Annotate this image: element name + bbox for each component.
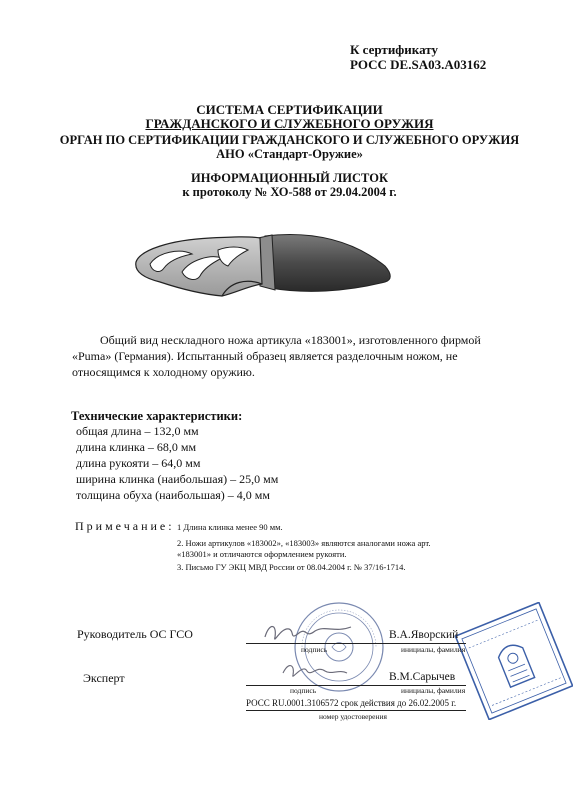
handwritten-signatures: [255, 615, 365, 695]
system-title-line-1: СИСТЕМА СЕРТИФИКАЦИИ: [196, 102, 383, 117]
head-label: Руководитель ОС ГСО: [77, 627, 193, 641]
expert-caption-sign: подпись: [290, 686, 317, 695]
notes-label: Примечание:: [75, 519, 175, 533]
note-3: 3. Письмо ГУ ЭКЦ МВД России от 08.04.2004 г. № 37/16-1714.: [177, 562, 406, 572]
spec-spine-thickness: толщина обуха (наибольшая) – 4,0 мм: [76, 488, 270, 502]
organ-title-line-2: АНО «Стандарт-Оружие»: [216, 147, 363, 161]
knife-blade: [265, 234, 390, 291]
cert-line-1: К сертификату: [350, 42, 438, 57]
system-title-line-2: ГРАЖДАНСКОГО И СЛУЖЕБНОГО ОРУЖИЯ: [145, 116, 434, 131]
head-caption-initials: инициалы, фамилия: [401, 645, 466, 654]
head-name: В.А.Яворский: [389, 629, 459, 641]
certificate-line: [246, 710, 466, 711]
spec-blade-length: длина клинка – 68,0 мм: [76, 440, 197, 454]
spec-blade-width: ширина клинка (наибольшая) – 25,0 мм: [76, 472, 279, 486]
certificate-caption: номер удостоверения: [319, 712, 387, 721]
square-seal-stamp: [455, 602, 573, 720]
certificate-reference: [350, 42, 486, 72]
description-line-1: Общий вид нескладного ножа артикула «183001», изготовленного фирмой: [100, 333, 481, 347]
description-line-3: относящимся к холодному оружию.: [72, 365, 255, 379]
spec-total-length: общая длина – 132,0 мм: [76, 424, 199, 438]
organ-title: [0, 133, 579, 161]
spec-handle-length: длина рукояти – 64,0 мм: [76, 456, 201, 470]
info-sheet-title: [0, 171, 579, 199]
description-line-2: «Puma» (Германия). Испытанный образец является разделочным ножом, не: [72, 349, 458, 363]
note-2a: 2. Ножи артикулов «183002», «183003» являются аналогами ножа арт.: [177, 538, 431, 548]
specs-title: Технические характеристики:: [71, 409, 243, 423]
note-1: 1 Длина клинка менее 90 мм.: [177, 522, 283, 532]
expert-label: Эксперт: [83, 671, 125, 685]
knife-description: [72, 332, 498, 380]
organ-title-line-1: ОРГАН ПО СЕРТИФИКАЦИИ ГРАЖДАНСКОГО И СЛУЖЕБНОГО ОРУЖИЯ: [59, 133, 520, 147]
protocol-reference: к протоколу № ХО-588 от 29.04.2004 г.: [182, 185, 397, 199]
expert-name: В.М.Сарычев: [389, 671, 456, 683]
system-title: [0, 103, 579, 131]
head-signature-line: [246, 643, 466, 644]
note-2b: «183001» и отличаются оформлением рукояти.: [177, 549, 347, 559]
expert-caption-initials: инициалы, фамилия: [401, 686, 466, 695]
cert-line-2: РОСС DE.SA03.A03162: [350, 57, 487, 72]
info-title: ИНФОРМАЦИОННЫЙ ЛИСТОК: [190, 171, 389, 185]
knife-image: [130, 222, 405, 302]
head-caption-sign: подпись: [301, 645, 328, 654]
certificate-number: РОСС RU.0001.3106572 срок действия до 26.02.2005 г.: [246, 698, 457, 708]
